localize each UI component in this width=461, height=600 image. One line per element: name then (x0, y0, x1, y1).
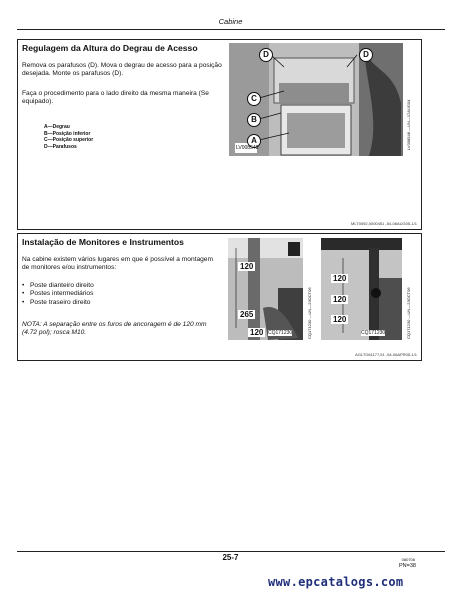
page-number: 25-7 (222, 553, 239, 562)
image-side-code: CQ171230 —UN—23OCT06 (307, 287, 312, 339)
image-code: CQ171230 (268, 330, 293, 336)
note: NOTA: A separação entre os furos de ancoragem é de 120 mm (4.72 pol); rosca M10. (22, 321, 207, 337)
section-monitors (17, 233, 422, 361)
callout-d: D (259, 48, 273, 62)
dimension-label: 120 (333, 274, 347, 283)
section-step-height (17, 39, 422, 230)
legend-item: B—Posição inferior (44, 130, 91, 137)
bullet-list (22, 282, 222, 307)
section-title: Instalação de Monitores e Instrumentos (22, 237, 184, 247)
callout-c: C (247, 92, 261, 106)
dimension-label: 120 (250, 328, 264, 337)
image-code: CQ171230 (361, 330, 386, 336)
paragraph: Faça o procedimento para o lado direito da mesma maneira (Se equipado). (22, 90, 209, 106)
footer-code: 080706 (401, 557, 415, 562)
footer-pn: PN=38 (399, 563, 416, 569)
image-code: LV008548 (236, 145, 259, 151)
post-photo-1 (228, 238, 303, 340)
post-photo-2 (321, 238, 402, 340)
section-ref: MLT0092,0000451 -54-06AUG05-1/1 (351, 221, 417, 226)
header-title: Cabine (218, 17, 243, 26)
watermark: www.epcatalogs.com (268, 575, 404, 589)
callout-b: B (247, 113, 261, 127)
section-ref: AGLTO61177,51 -54-06APR05-1/1 (355, 352, 417, 357)
step-photo (229, 43, 403, 156)
bullet-item: • Poste traseiro direito (22, 299, 222, 307)
section-title: Regulagem da Altura do Degrau de Acesso (22, 43, 198, 53)
footer-rule (17, 551, 445, 552)
image-side-code: LV008548 —UN—17AUG04 (406, 99, 411, 150)
bullet-item: • Postes intermediários (22, 290, 222, 298)
legend-item: D—Parafusos (44, 143, 77, 150)
callout-a: A (247, 134, 261, 148)
header-rule (17, 29, 445, 30)
paragraph: Remova os parafusos (D). Mova o degrau de acesso para a posição desejada. Monte os parafusos (D). (22, 62, 222, 78)
bullet-item: • Poste dianteiro direito (22, 282, 222, 290)
dimension-label: 120 (333, 315, 347, 324)
legend-item: C—Posição superior (44, 137, 94, 144)
paragraph: Na cabine existem vários lugares em que é possível a montagem de monitores e/ou instrumentos: (22, 256, 213, 272)
dimension-label: 265 (240, 310, 254, 319)
legend-item: A—Degrau (44, 124, 70, 130)
image-side-code: CQ171230 —UN—23OCT06 (406, 287, 411, 339)
callout-d: D (359, 48, 373, 62)
dimension-label: 120 (333, 295, 347, 304)
legend (44, 124, 93, 150)
dimension-label: 120 (240, 262, 254, 271)
